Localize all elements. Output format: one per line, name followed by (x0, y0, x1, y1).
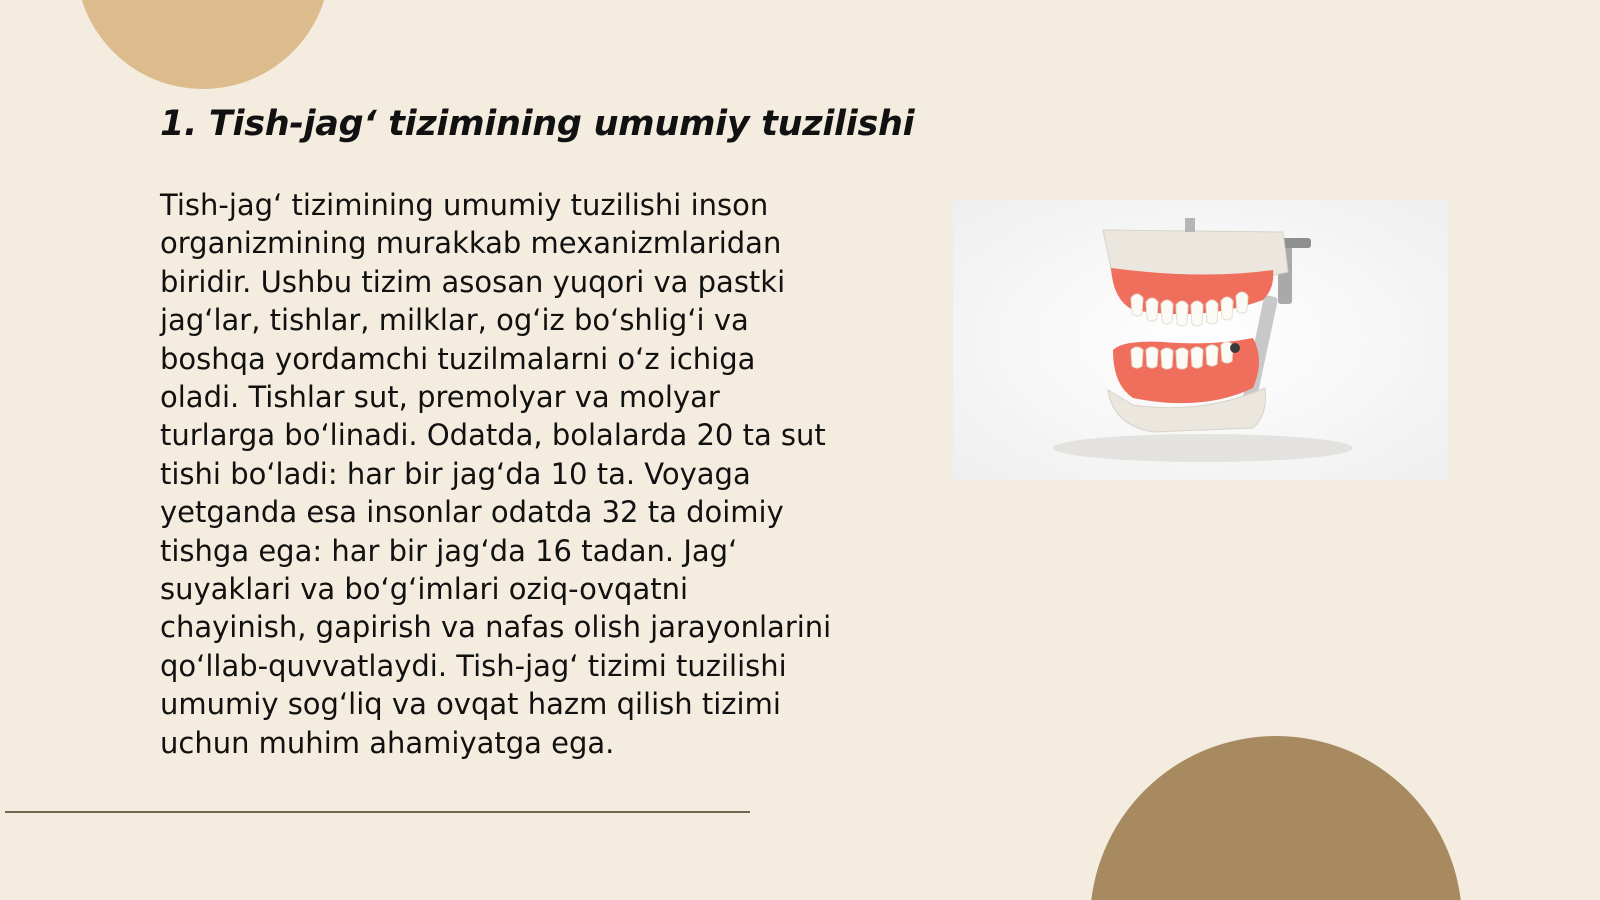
divider-line (5, 811, 750, 813)
dental-jaw-model-image (953, 200, 1448, 480)
slide-paragraph: Tish-jag‘ tizimining umumiy tuzilishi inson organizmining murakkab mexanizmlaridan biridir. Ushbu tizim asosan yuqori va pastki jag‘lar, tishlar, milklar, og‘iz bo‘shlig‘i va boshqa yordamchi tuzilmalarni o‘z ichiga oladi. Tishlar sut, premolyar va molyar turlarga bo‘linadi. Odatda, bolalarda 20 ta sut tishi bo‘ladi: har bir jag‘da 10 ta. Voyaga yetganda esa insonlar odatda 32 ta doimiy tishga ega: har bir jag‘da 16 tadan. Jag‘ suyaklari va bo‘g‘imlari oziq-ovqatni chayinish, gapirish va nafas olish jarayonlarini qo‘llab-quvvatlaydi. Tish-jag‘ tizimi tuzilishi umumiy sog‘liq va ovqat hazm qilish tizimi uchun muhim ahamiyatga ega. (160, 188, 832, 760)
dental-jaw-model-icon (953, 200, 1448, 480)
slide-title: 1. Tish-jag‘ tizimining umumiy tuzilishi (160, 104, 915, 144)
decorative-circle-bottom (1090, 736, 1462, 900)
decorative-circle-top (76, 0, 330, 89)
